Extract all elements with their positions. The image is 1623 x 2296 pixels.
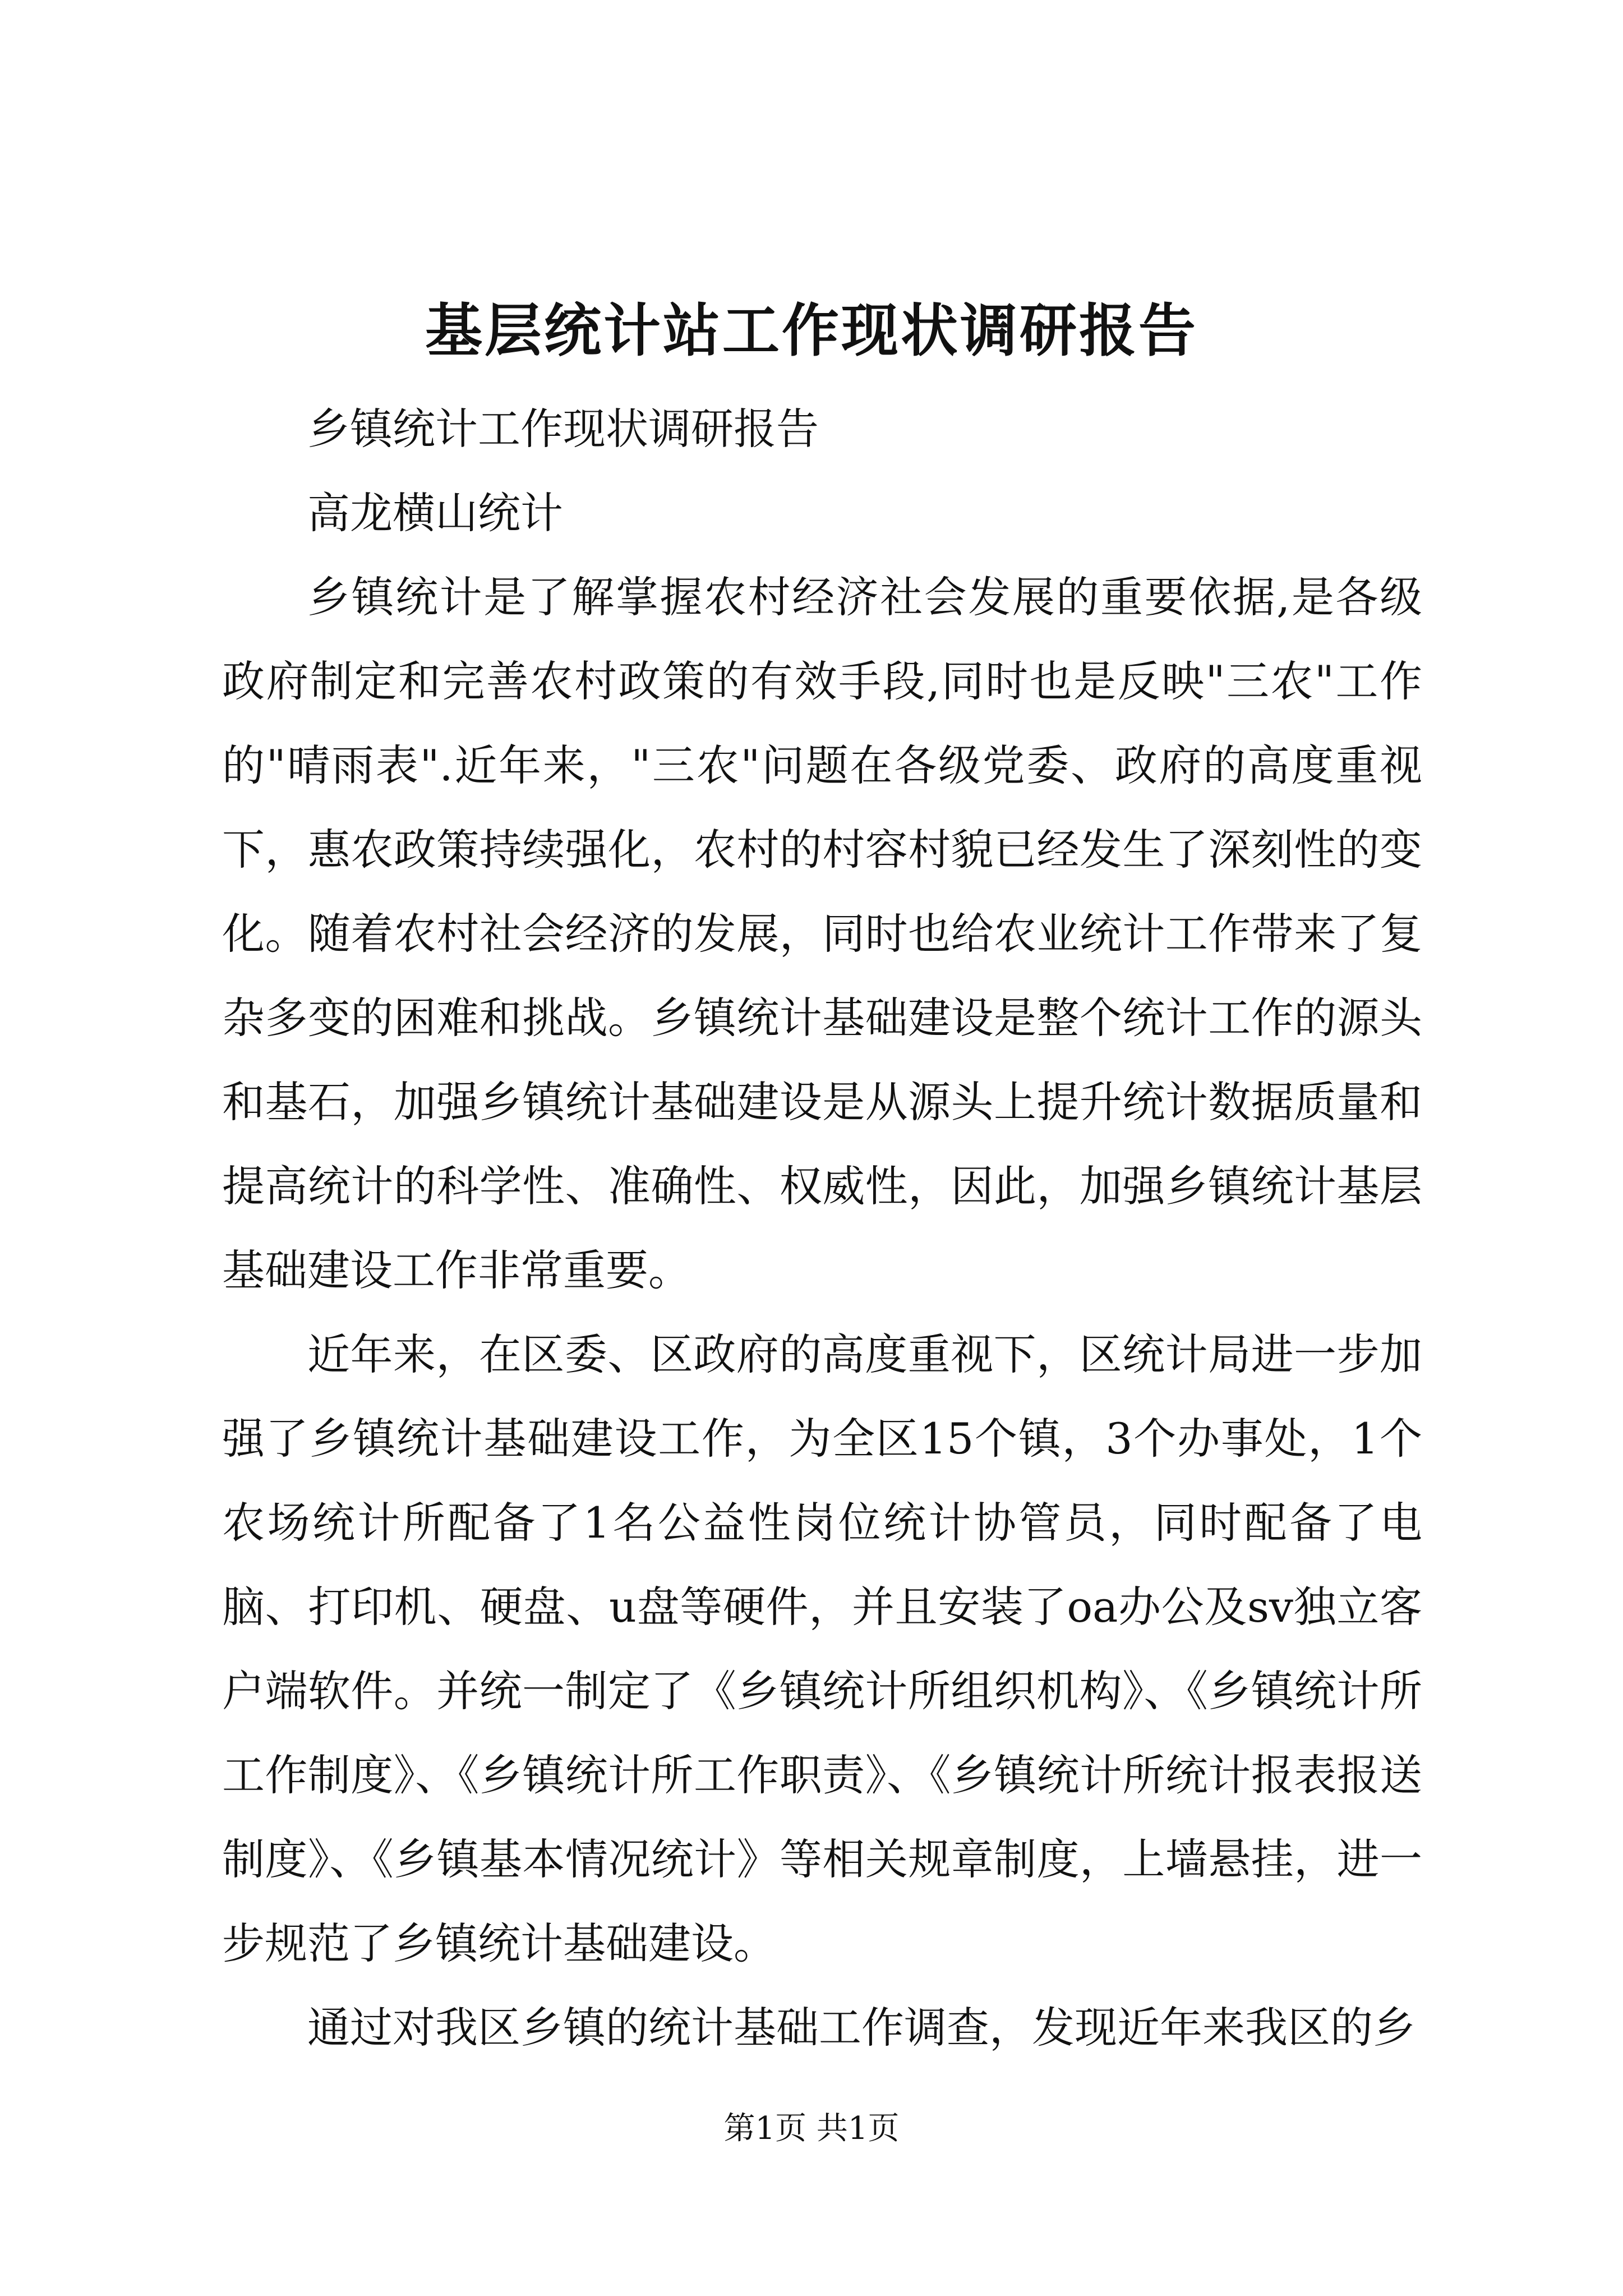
body-paragraph: 通过对我区乡镇的统计基础工作调查，发现近年来我区的乡 bbox=[307, 2003, 1415, 2053]
author-paragraph: 高龙横山统计 bbox=[307, 488, 563, 538]
body-paragraph: 近年来，在区委、区政府的高度重视下，区统计局进一步加强了乡镇统计基础建设工作，为全区15个镇，3个办事处，1个农场统计所配备了1名公益性岗位统计协管员，同时配备了电脑、打印机、硬盘、u盘等硬件，并且安装了oa办公及sv独立客户端软件。并统一制定了《乡镇统计所组织机构》、《乡镇统计所工作制度》、《乡镇统计所工作职责》、《乡镇统计所统计报表报送制度》、《乡镇基本情况统计》等相关规章制度，上墙悬挂，进一步规范了乡镇统计基础建设。 bbox=[222, 1329, 1422, 1968]
page-footer: 第1页 共1页 bbox=[723, 2110, 900, 2147]
document-title: 基层统计站工作现状调研报告 bbox=[425, 297, 1198, 365]
document-body bbox=[222, 387, 1422, 2070]
subtitle-paragraph: 乡镇统计工作现状调研报告 bbox=[307, 404, 819, 454]
body-paragraph: 乡镇统计是了解掌握农村经济社会发展的重要依据,是各级政府制定和完善农村政策的有效手段,同时也是反映"三农"工作的"晴雨表".近年来，"三农"问题在各级党委、政府的高度重视下，惠农政策持续强化，农村的村容村貌已经发生了深刻性的变化。随着农村社会经济的发展，同时也给农业统计工作带来了复杂多变的困难和挑战。乡镇统计基础建设是整个统计工作的源头和基石，加强乡镇统计基础建设是从源头上提升统计数据质量和提高统计的科学性、准确性、权威性，因此，加强乡镇统计基层基础建设工作非常重要。 bbox=[222, 572, 1422, 1295]
